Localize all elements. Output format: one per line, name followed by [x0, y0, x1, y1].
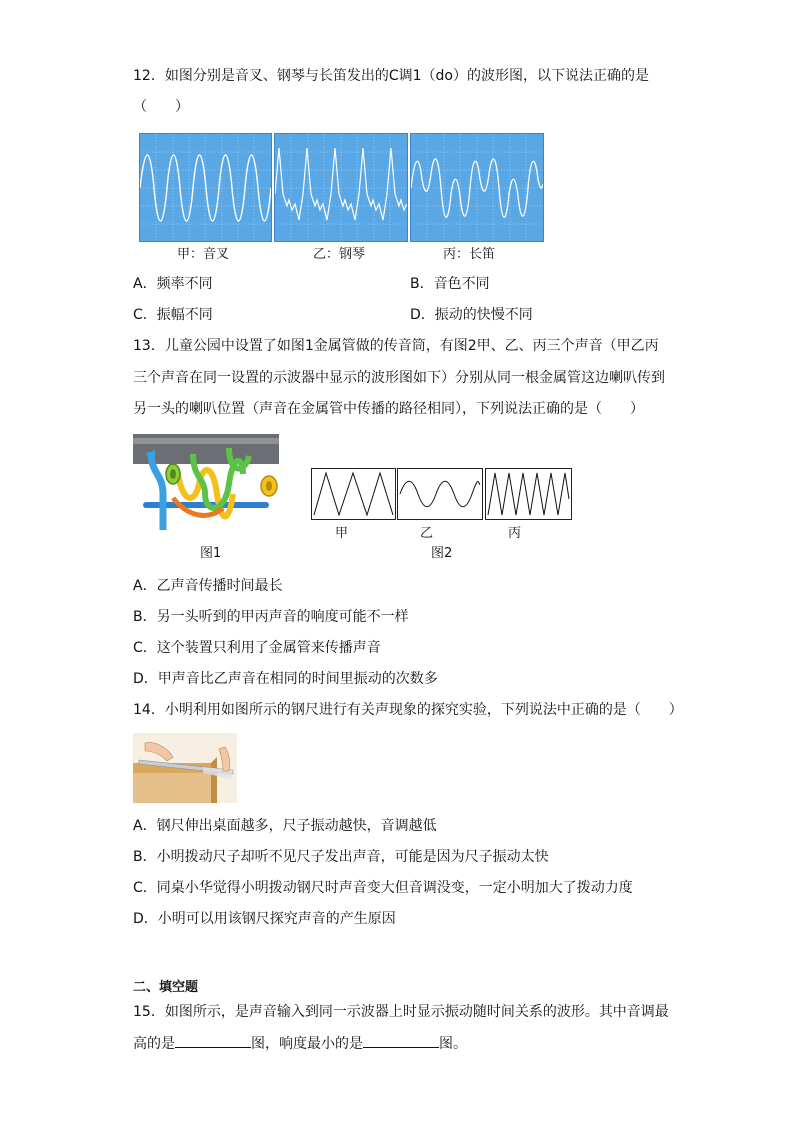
q14-option-a[interactable]: A．钢尺伸出桌面越多，尺子振动越快，音调越低 [133, 818, 437, 834]
sound-pipe-illustration [133, 434, 279, 538]
q15-line1: 15．如图所示，是声音输入到同一示波器上时显示振动随时间关系的波形。其中音调最 [133, 1004, 669, 1020]
wave-label-bing: 丙 [508, 526, 522, 541]
q13-stem-line1: 13．儿童公园中设置了如图1金属管做的传音筒，有图2甲、乙、丙三个声音（甲乙丙 [133, 338, 659, 354]
tuning-fork-waveform-graphic [140, 134, 271, 241]
q15-blank-highest-pitch[interactable] [175, 1033, 251, 1048]
q12-option-b[interactable]: B．音色不同 [410, 276, 490, 292]
sound-pipe-photo [133, 434, 279, 538]
flute-waveform [410, 133, 544, 242]
q12-stem-line1: 12．如图分别是音叉、钢琴与长笛发出的C调1（do）的波形图，以下说法正确的是 [133, 68, 649, 84]
piano-waveform-graphic [275, 134, 407, 241]
q13-option-a[interactable]: A．乙声音传播时间最长 [133, 578, 283, 594]
q12-option-c[interactable]: C．振幅不同 [133, 307, 213, 323]
q12-stem-line2: （ ） [133, 99, 189, 115]
ruler-experiment-photo [133, 733, 237, 803]
ruler-experiment-illustration [133, 733, 237, 803]
piano-caption: 乙：钢琴 [313, 247, 366, 262]
fig1-label: 图1 [200, 546, 222, 561]
q15-line2 [133, 1033, 467, 1054]
q13-stem-line2: 三个声音在同一设置的示波器中显示的波形图如下）分别从同一根金属管这边喇叭传到 [133, 370, 665, 386]
q15-text-c: 图。 [439, 1036, 467, 1052]
q13-option-c[interactable]: C．这个装置只利用了金属管来传播声音 [133, 640, 381, 656]
q15-text-a: 高的是 [133, 1036, 175, 1052]
wave-label-yi: 乙 [420, 526, 434, 541]
tuning-fork-caption: 甲：音叉 [177, 247, 230, 262]
q14-option-c[interactable]: C．同桌小华觉得小明拨动钢尺时声音变大但音调没变，一定小明加大了拨动力度 [133, 880, 633, 896]
tuning-fork-waveform [139, 133, 272, 242]
section-title-fill-in: 二、填空题 [133, 980, 199, 995]
flute-waveform-graphic [411, 134, 543, 241]
flute-caption: 丙：长笛 [443, 247, 496, 262]
q13-stem-line3: 另一头的喇叭位置（声音在金属管中传播的路径相同），下列说法正确的是（ ） [133, 401, 644, 417]
wave-bing-graphic [486, 469, 571, 519]
wave-label-jia: 甲 [335, 526, 349, 541]
wave-box-bing [485, 468, 572, 520]
wave-box-jia [311, 468, 396, 520]
fig2-label: 图2 [431, 546, 453, 561]
q13-option-d[interactable]: D．甲声音比乙声音在相同的时间里振动的次数多 [133, 671, 438, 687]
q12-option-d[interactable]: D．振动的快慢不同 [410, 307, 533, 323]
q15-text-b: 图，响度最小的是 [251, 1036, 363, 1052]
q14-option-d[interactable]: D．小明可以用该钢尺探究声音的产生原因 [133, 911, 396, 927]
q15-blank-lowest-loudness[interactable] [363, 1033, 439, 1048]
piano-waveform [274, 133, 408, 242]
q13-option-b[interactable]: B．另一头听到的甲丙声音的响度可能不一样 [133, 609, 409, 625]
wave-yi-graphic [398, 469, 482, 519]
wave-jia-graphic [312, 469, 395, 519]
q12-option-a[interactable]: A．频率不同 [133, 276, 213, 292]
q14-option-b[interactable]: B．小明拨动尺子却听不见尺子发出声音，可能是因为尺子振动太快 [133, 849, 549, 865]
wave-box-yi [397, 468, 483, 520]
q14-stem: 14．小明利用如图所示的钢尺进行有关声现象的探究实验，下列说法中正确的是（ ） [133, 702, 683, 718]
